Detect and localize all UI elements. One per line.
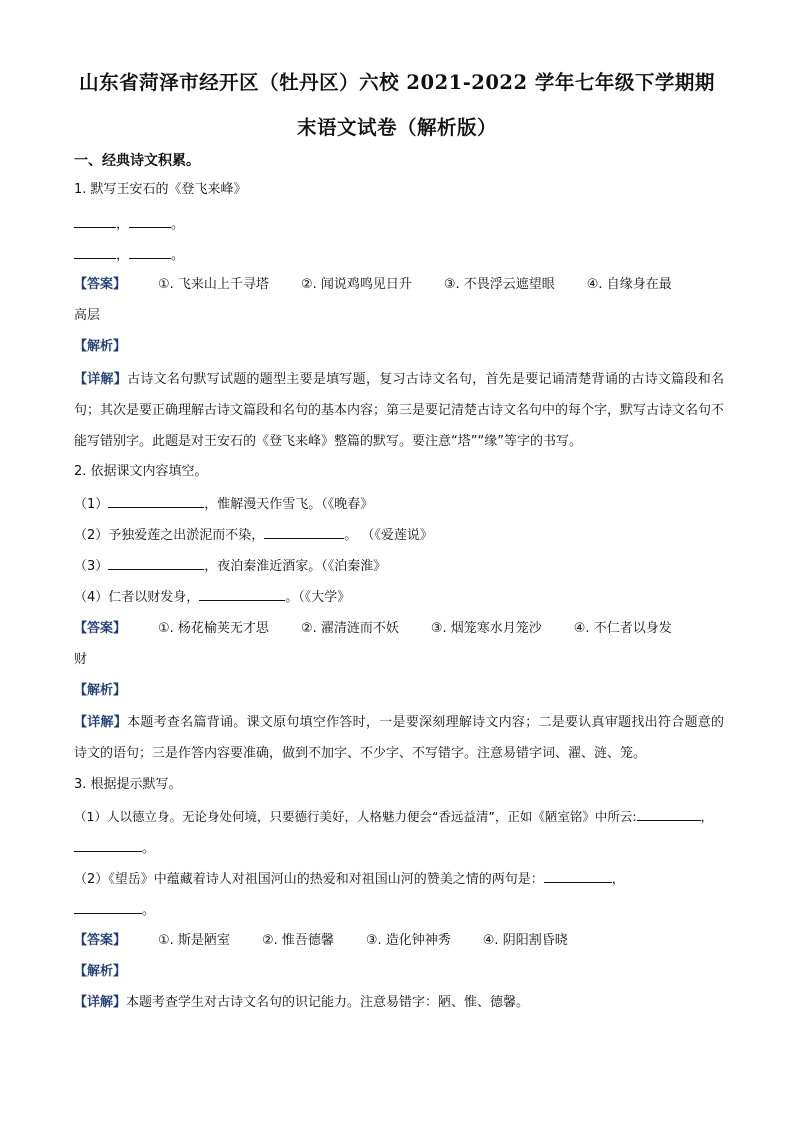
answer-item: ④. 不仁者以身发	[573, 621, 672, 636]
answer-item: ②. 闻说鸡鸣见日升	[300, 277, 412, 292]
section-heading: 一、经典诗文积累。	[74, 153, 200, 169]
question-3-item-2-continued: 。	[74, 899, 724, 921]
answer-blank	[108, 555, 204, 570]
question-1-analysis-tag: 【解析】	[74, 339, 127, 354]
answer-tag: 【答案】	[74, 933, 127, 948]
question-3-item-1-continued: 。	[74, 837, 724, 859]
answer-blank	[74, 837, 142, 852]
question-1-blank-line-1: ， 。	[74, 213, 724, 235]
question-1-answer	[74, 275, 724, 295]
answer-blank	[129, 244, 171, 259]
answer-item: ②. 惟吾德馨	[261, 933, 334, 948]
question-2-item-4: （4）仁者以财发身， 。（《大学》	[74, 586, 724, 608]
question-3-item-1: （1）人以德立身。无论身处何境，只要德行美好，人格魅力便会“香远益清”，正如《陋室铭》中所云: ，	[74, 806, 724, 827]
document-title-line-2: 末语文试卷（解析版）	[296, 116, 497, 139]
question-1-answer-continued: 高层	[74, 308, 101, 323]
answer-item: ①. 杨花榆荚无才思	[158, 621, 269, 636]
answer-blank	[637, 806, 701, 821]
question-2-analysis-tag: 【解析】	[74, 683, 127, 698]
question-3-analysis-tag: 【解析】	[74, 964, 127, 979]
question-2-detail: 【详解】本题考查名篇背诵。课文原句填空作答时，一是要深刻理解诗文内容；二是要认真审题找出符合题意的诗文的语句；三是作答内容要准确，做到不加字、不少字、不写错字。注意易错字词、濯、涟、笼。	[74, 715, 724, 761]
question-2-item-2: （2）予独爱莲之出淤泥而不染， 。 （《爱莲说》	[74, 524, 724, 546]
answer-item: ③. 烟笼寒水月笼沙	[430, 621, 542, 636]
question-2-answer	[74, 619, 724, 639]
answer-item: ③. 不畏浮云遮望眼	[443, 277, 555, 292]
question-2-answer-continued: 财	[74, 652, 88, 667]
answer-blank	[264, 524, 344, 539]
question-1-blank-line-2: ， 。	[74, 244, 724, 266]
answer-blank	[74, 244, 116, 259]
answer-blank	[74, 899, 142, 914]
question-1-detail: 【详解】古诗文名句默写试题的题型主要是填写题，复习古诗文名句，首先是要记诵清楚背诵的古诗文篇段和名句；其次是要正确理解古诗文篇段和名句的基本内容；第三是要记清楚古诗文名句中的每个字，默写古诗文名句不能写错别字。此题是对王安石的《登飞来峰》整篇的默写。要注意“塔”“缘”等字的书写。	[74, 372, 725, 449]
answer-blank	[129, 213, 171, 228]
question-1-stem: 1. 默写王安石的《登飞来峰》	[74, 182, 247, 197]
question-2-item-1: （1） ，惟解漫天作雪飞。（《晚春》	[74, 493, 724, 515]
answer-item: ②. 濯清涟而不妖	[300, 621, 399, 636]
question-3-detail: 【详解】本题考查学生对古诗文名句的识记能力。注意易错字：陋、惟、德馨。	[74, 995, 530, 1010]
answer-item: ①. 斯是陋室	[158, 933, 230, 948]
answer-blank	[199, 586, 285, 601]
answer-item: ①. 飞来山上千寻塔	[158, 277, 269, 292]
document-title-line-1: 山东省菏泽市经开区（牡丹区）六校 2021-2022 学年七年级下学期期	[79, 71, 715, 94]
question-3-item-2: （2）《望岳》中蕴藏着诗人对祖国河山的热爱和对祖国山河的赞美之情的两句是： ，	[74, 868, 724, 890]
answer-tag: 【答案】	[74, 277, 127, 292]
answer-item: ④. 自缘身在最	[586, 277, 672, 292]
answer-blank	[74, 213, 116, 228]
answer-item: ④. 阴阳割昏晓	[482, 933, 568, 948]
answer-tag: 【答案】	[74, 621, 127, 636]
question-2-stem: 2. 依据课文内容填空。	[74, 464, 208, 479]
question-3-answer	[74, 931, 724, 951]
answer-item: ③. 造化钟神秀	[365, 933, 451, 948]
answer-blank	[108, 493, 204, 508]
question-3-stem: 3. 根据提示默写。	[74, 777, 182, 792]
question-2-item-3: （3） ，夜泊秦淮近酒家。（《泊秦淮》	[74, 555, 724, 577]
answer-blank	[544, 868, 612, 883]
